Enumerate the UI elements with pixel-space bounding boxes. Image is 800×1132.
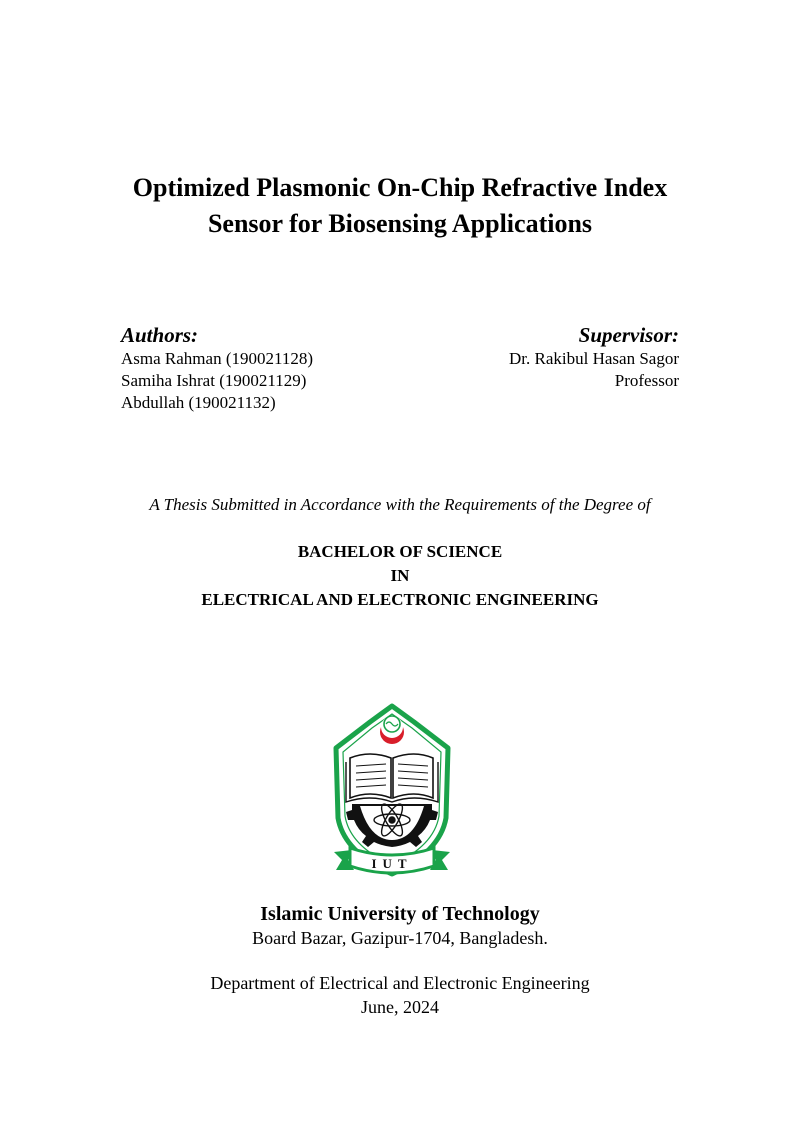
supervisor-heading: Supervisor: [578,323,679,347]
submission-statement: A Thesis Submitted in Accordance with the Requirements of the Degree of [149,495,651,514]
author-1: Asma Rahman (190021128) [121,349,314,368]
supervisor-position: Professor [614,371,679,390]
author-2: Samiha Ishrat (190021129) [121,371,307,390]
university-block [0,902,800,950]
department-name: Department of Electrical and Electronic Engineering [210,973,590,993]
degree-line-3: ELECTRICAL AND ELECTRONIC ENGINEERING [201,590,599,609]
submission-date: June, 2024 [361,997,439,1017]
iut-banner-text: IUT [371,856,413,871]
degree-line-2: IN [390,566,410,585]
thesis-title [0,170,800,242]
supervisor-block [509,322,679,392]
thesis-title-line-2: Sensor for Biosensing Applications [207,209,593,238]
authors-block [121,322,313,414]
university-logo [330,702,454,884]
authors-heading: Authors: [121,323,199,347]
university-name: Islamic University of Technology [260,903,540,925]
degree-block [0,540,800,612]
crescent-icon [380,716,404,744]
university-address: Board Bazar, Gazipur-1704, Bangladesh. [252,928,548,948]
author-3: Abdullah (190021132) [121,393,276,412]
degree-line-1: BACHELOR OF SCIENCE [297,542,503,561]
department-block [0,971,800,1019]
supervisor-name: Dr. Rakibul Hasan Sagor [509,349,679,368]
thesis-title-line-1: Optimized Plasmonic On-Chip Refractive Index [132,173,668,202]
